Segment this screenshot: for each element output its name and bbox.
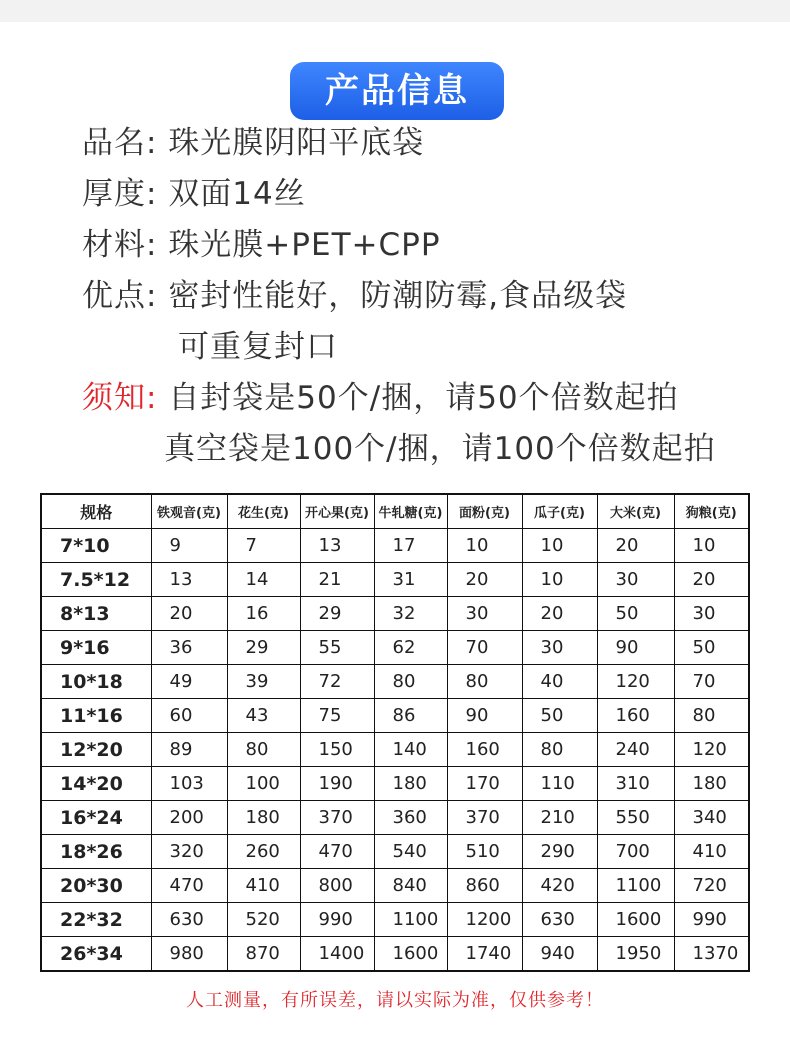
- table-cell: 550: [597, 801, 674, 835]
- table-cell: 10: [674, 529, 749, 563]
- table-cell: 520: [227, 903, 300, 937]
- table-cell: 72: [300, 665, 374, 699]
- table-cell: 30: [597, 563, 674, 597]
- table-cell: 29: [227, 631, 300, 665]
- table-cell: 1100: [597, 869, 674, 903]
- table-size-cell: 7*10: [41, 529, 151, 563]
- table-cell: 320: [151, 835, 227, 869]
- table-row: [41, 631, 749, 665]
- table-cell: 180: [374, 767, 447, 801]
- table-size-cell: 14*20: [41, 767, 151, 801]
- advantage-value: 密封性能好，防潮防霉,食品级袋: [168, 278, 628, 314]
- spec-table: [40, 493, 750, 972]
- table-cell: 1370: [674, 937, 749, 972]
- table-cell: 9: [151, 529, 227, 563]
- table-cell: 50: [674, 631, 749, 665]
- table-cell: 60: [151, 699, 227, 733]
- advantage-label: 优点:: [82, 278, 158, 314]
- table-size-cell: 10*18: [41, 665, 151, 699]
- table-cell: 86: [374, 699, 447, 733]
- product-info-block: [82, 118, 782, 475]
- table-cell: 1950: [597, 937, 674, 972]
- table-row: [41, 835, 749, 869]
- table-cell: 20: [151, 597, 227, 631]
- table-cell: 160: [447, 733, 522, 767]
- table-cell: 20: [674, 563, 749, 597]
- table-cell: 43: [227, 699, 300, 733]
- table-cell: 103: [151, 767, 227, 801]
- table-size-cell: 18*26: [41, 835, 151, 869]
- table-cell: 62: [374, 631, 447, 665]
- table-cell: 70: [447, 631, 522, 665]
- table-size-cell: 16*24: [41, 801, 151, 835]
- table-cell: 290: [522, 835, 597, 869]
- table-cell: 80: [374, 665, 447, 699]
- table-cell: 200: [151, 801, 227, 835]
- table-cell: 410: [674, 835, 749, 869]
- table-cell: 30: [447, 597, 522, 631]
- info-row-name: [82, 118, 782, 169]
- table-cell: 10: [522, 563, 597, 597]
- table-cell: 40: [522, 665, 597, 699]
- table-cell: 630: [522, 903, 597, 937]
- table-cell: 80: [447, 665, 522, 699]
- table-cell: 360: [374, 801, 447, 835]
- table-cell: 990: [674, 903, 749, 937]
- table-cell: 190: [300, 767, 374, 801]
- table-cell: 150: [300, 733, 374, 767]
- table-header-cell: 规格: [41, 494, 151, 529]
- advantage-value-2: 可重复封口: [178, 329, 338, 365]
- table-cell: 89: [151, 733, 227, 767]
- table-cell: 29: [300, 597, 374, 631]
- table-cell: 36: [151, 631, 227, 665]
- table-cell: 20: [597, 529, 674, 563]
- section-title-badge: 产品信息: [290, 62, 504, 120]
- table-cell: 16: [227, 597, 300, 631]
- table-header-cell: 开心果(克): [300, 494, 374, 529]
- table-cell: 120: [674, 733, 749, 767]
- table-size-cell: 12*20: [41, 733, 151, 767]
- name-value: 珠光膜阴阳平底袋: [168, 125, 425, 161]
- table-size-cell: 26*34: [41, 937, 151, 972]
- table-header-cell: 牛轧糖(克): [374, 494, 447, 529]
- table-cell: 860: [447, 869, 522, 903]
- table-header-cell: 铁观音(克): [151, 494, 227, 529]
- table-cell: 21: [300, 563, 374, 597]
- table-cell: 180: [227, 801, 300, 835]
- table-row: [41, 563, 749, 597]
- table-cell: 1100: [374, 903, 447, 937]
- table-cell: 720: [674, 869, 749, 903]
- table-cell: 180: [674, 767, 749, 801]
- table-cell: 10: [522, 529, 597, 563]
- table-cell: 30: [674, 597, 749, 631]
- table-cell: 10: [447, 529, 522, 563]
- table-header-row: [41, 494, 749, 529]
- table-cell: 75: [300, 699, 374, 733]
- disclaimer-note: 人工测量，有所误差，请以实际为准，仅供参考！: [186, 990, 604, 1011]
- table-cell: 1400: [300, 937, 374, 972]
- table-cell: 470: [300, 835, 374, 869]
- table-cell: 30: [522, 631, 597, 665]
- table-cell: 32: [374, 597, 447, 631]
- table-row: [41, 801, 749, 835]
- table-size-cell: 22*32: [41, 903, 151, 937]
- table-cell: 260: [227, 835, 300, 869]
- table-cell: 80: [227, 733, 300, 767]
- table-header-cell: 面粉(克): [447, 494, 522, 529]
- table-cell: 90: [597, 631, 674, 665]
- table-cell: 170: [447, 767, 522, 801]
- table-cell: 1600: [374, 937, 447, 972]
- table-cell: 310: [597, 767, 674, 801]
- table-cell: 840: [374, 869, 447, 903]
- table-cell: 39: [227, 665, 300, 699]
- table-row: [41, 665, 749, 699]
- table-cell: 990: [300, 903, 374, 937]
- table-cell: 55: [300, 631, 374, 665]
- table-cell: 17: [374, 529, 447, 563]
- table-row: [41, 529, 749, 563]
- table-cell: 630: [151, 903, 227, 937]
- notice-value: 自封袋是50个/捆，请50个倍数起拍: [168, 380, 679, 416]
- table-cell: 20: [447, 563, 522, 597]
- info-row-notice: [82, 373, 782, 424]
- table-cell: 49: [151, 665, 227, 699]
- table-header-cell: 大米(克): [597, 494, 674, 529]
- table-cell: 210: [522, 801, 597, 835]
- table-cell: 80: [522, 733, 597, 767]
- table-cell: 1200: [447, 903, 522, 937]
- table-cell: 240: [597, 733, 674, 767]
- table-size-cell: 11*16: [41, 699, 151, 733]
- table-cell: 980: [151, 937, 227, 972]
- table-cell: 1600: [597, 903, 674, 937]
- table-cell: 940: [522, 937, 597, 972]
- table-row: [41, 767, 749, 801]
- table-header-cell: 瓜子(克): [522, 494, 597, 529]
- table-cell: 540: [374, 835, 447, 869]
- table-cell: 110: [522, 767, 597, 801]
- table-cell: 20: [522, 597, 597, 631]
- table-cell: 870: [227, 937, 300, 972]
- table-cell: 370: [447, 801, 522, 835]
- table-row: [41, 903, 749, 937]
- material-label: 材料:: [82, 227, 158, 263]
- notice-label: 须知:: [82, 380, 158, 416]
- table-cell: 50: [522, 699, 597, 733]
- table-cell: 13: [151, 563, 227, 597]
- table-cell: 340: [674, 801, 749, 835]
- table-cell: 50: [597, 597, 674, 631]
- table-header-cell: 花生(克): [227, 494, 300, 529]
- table-cell: 140: [374, 733, 447, 767]
- table-row: [41, 937, 749, 972]
- table-cell: 80: [674, 699, 749, 733]
- table-size-cell: 9*16: [41, 631, 151, 665]
- table-cell: 31: [374, 563, 447, 597]
- info-row-material: [82, 220, 782, 271]
- table-cell: 70: [674, 665, 749, 699]
- info-row-advantage: [82, 271, 782, 322]
- info-row-thickness: [82, 169, 782, 220]
- spec-table-body: [41, 529, 749, 972]
- info-row-advantage-cont: [82, 322, 782, 373]
- table-cell: 13: [300, 529, 374, 563]
- table-row: [41, 869, 749, 903]
- table-cell: 160: [597, 699, 674, 733]
- table-size-cell: 20*30: [41, 869, 151, 903]
- table-cell: 370: [300, 801, 374, 835]
- table-cell: 470: [151, 869, 227, 903]
- info-row-notice-cont: [82, 424, 782, 475]
- table-cell: 700: [597, 835, 674, 869]
- material-value: 珠光膜+PET+CPP: [168, 227, 441, 263]
- thickness-label: 厚度:: [82, 176, 158, 212]
- name-label: 品名:: [82, 125, 158, 161]
- thickness-value: 双面14丝: [168, 176, 306, 212]
- table-cell: 14: [227, 563, 300, 597]
- table-size-cell: 7.5*12: [41, 563, 151, 597]
- table-header-cell: 狗粮(克): [674, 494, 749, 529]
- table-row: [41, 733, 749, 767]
- table-cell: 510: [447, 835, 522, 869]
- table-cell: 120: [597, 665, 674, 699]
- table-cell: 410: [227, 869, 300, 903]
- table-cell: 100: [227, 767, 300, 801]
- table-cell: 420: [522, 869, 597, 903]
- table-cell: 800: [300, 869, 374, 903]
- table-size-cell: 8*13: [41, 597, 151, 631]
- table-row: [41, 699, 749, 733]
- notice-value-2: 真空袋是100个/捆，请100个倍数起拍: [164, 431, 716, 467]
- table-cell: 90: [447, 699, 522, 733]
- table-row: [41, 597, 749, 631]
- table-cell: 7: [227, 529, 300, 563]
- table-cell: 1740: [447, 937, 522, 972]
